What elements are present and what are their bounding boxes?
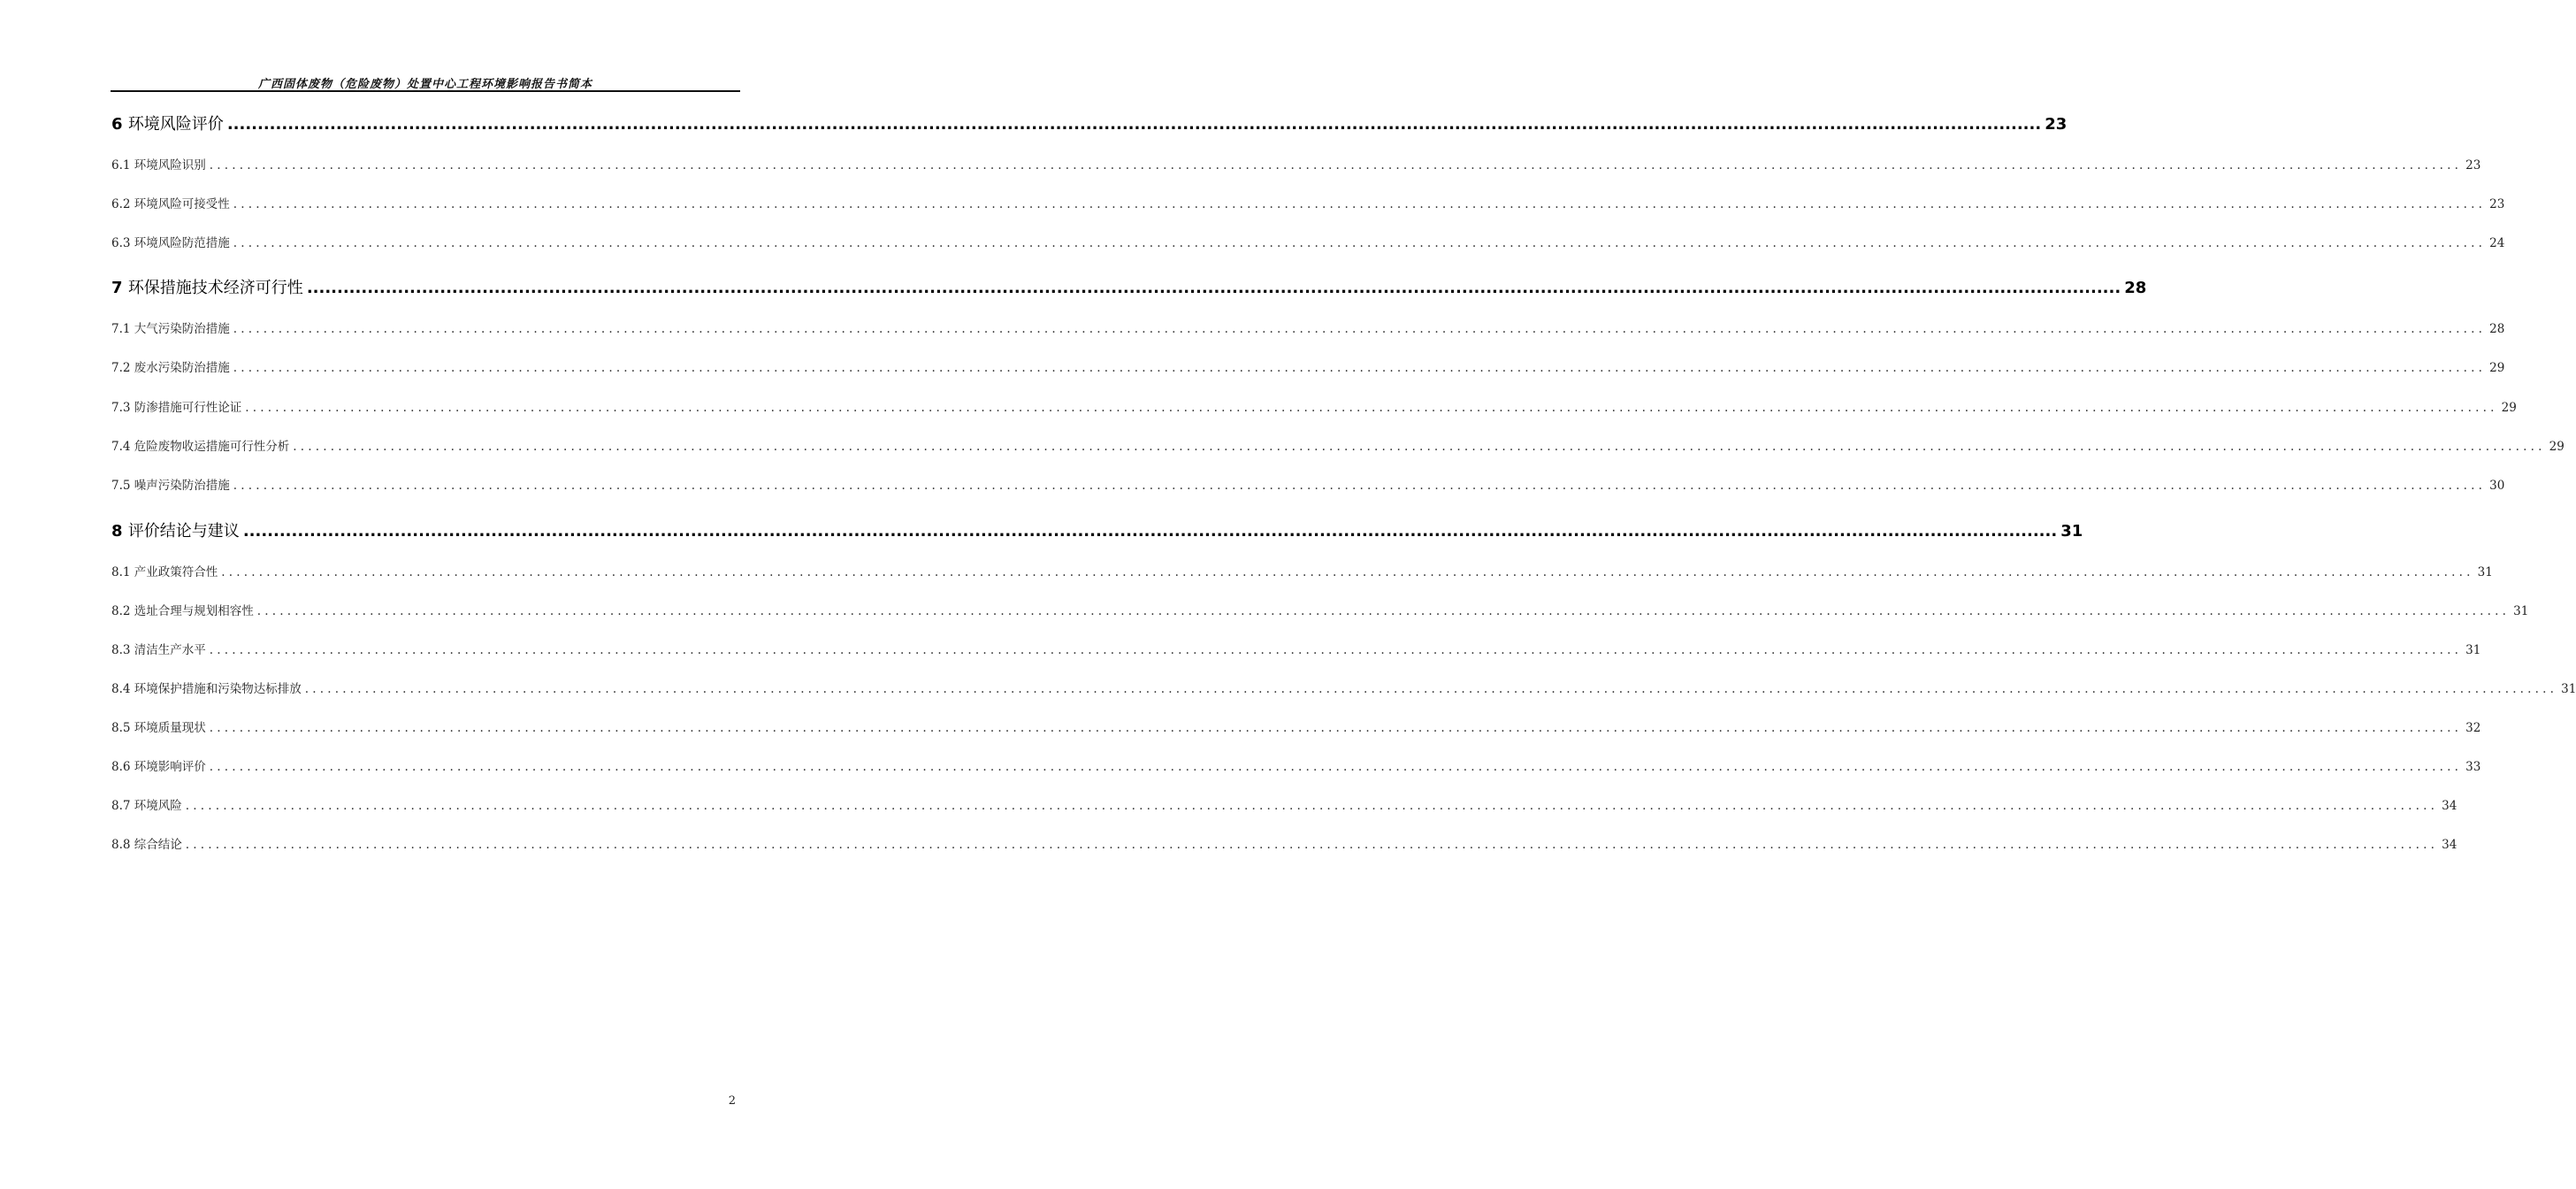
toc-entry-8-4[interactable]: [111, 679, 2576, 696]
dot-leader: ............................................................................................................................................................................................................................................................................................................: [293, 440, 2546, 454]
dot-leader: ............................................................................................................................................................................................................................................................................................................: [233, 236, 2487, 250]
toc-chapter-6[interactable]: [111, 111, 2068, 134]
toc-entry-label: 7.2 废水污染防治措施: [111, 361, 230, 375]
dot-leader: ............................................................................................................................................................................................................................................................................................................: [209, 760, 2463, 774]
toc-entry-label: 6.3 环境风险防范措施: [111, 236, 230, 250]
chapter-title: 评价结论与建议: [127, 522, 240, 541]
toc-entry-6-1[interactable]: [111, 155, 2481, 173]
toc-entry-label: 8.7 环境风险: [111, 799, 182, 813]
dot-leader: ............................................................................................................................................................................................................................................................................................................: [233, 197, 2487, 211]
toc-entry-8-3[interactable]: [111, 640, 2481, 657]
page-ref: 32: [2465, 721, 2481, 735]
chapter-title: 环保措施技术经济可行性: [127, 279, 303, 297]
toc-entry-label: 7.3 防渗措施可行性论证: [111, 401, 242, 415]
page-ref: 23: [2465, 158, 2481, 173]
toc-entry-label: 8.4 环境保护措施和污染物达标排放: [111, 682, 302, 696]
page-ref: 28: [2124, 279, 2147, 297]
page-ref: 24: [2489, 236, 2505, 250]
toc-entry-7-2[interactable]: [111, 357, 2505, 375]
toc-entry-7-3[interactable]: [111, 397, 2517, 415]
dot-leader: ............................................................................................................................................................................................................................................................................................................: [233, 479, 2487, 493]
toc-entry-label: 8.5 环境质量现状: [111, 721, 206, 735]
page-ref: 34: [2442, 799, 2458, 813]
toc-entry-8-1[interactable]: [111, 562, 2493, 579]
toc-entry-label: 8.6 环境影响评价: [111, 760, 206, 774]
page-ref: 29: [2489, 361, 2505, 375]
toc-entry-7-1[interactable]: [111, 318, 2505, 336]
page-ref: 23: [2489, 197, 2505, 211]
dot-leader: ............................................................................................................................................................................................................................................................................................................: [209, 643, 2463, 657]
dot-leader: ............................................................................................................................................................................................................................................................................................................: [185, 838, 2439, 852]
toc-entry-label: 8.3 清洁生产水平: [111, 643, 206, 657]
toc-entry-label: 6.1 环境风险识别: [111, 158, 206, 173]
dot-leader: ............................................................................................................................................................................................................................................................................................................: [221, 565, 2474, 579]
toc-entry-label: 8.2 选址合理与规划相容性: [111, 604, 254, 618]
toc-chapter-7[interactable]: [111, 275, 2147, 298]
page-ref: 31: [2060, 522, 2083, 541]
toc-entry-8-5[interactable]: [111, 717, 2481, 735]
dot-leader: ............................................................................................................................................................................................................................................................................................................: [209, 158, 2463, 173]
dot-leader: ............................................................................................................................................................................................................................................................................................................: [304, 682, 2558, 696]
page-ref: 31: [2561, 682, 2576, 696]
dot-leader: ............................................................................................................................................................................................................................................................................................................: [185, 799, 2439, 813]
chapter-title: 环境风险评价: [127, 115, 224, 134]
toc-entry-label: 7.4 危险废物收运措施可行性分析: [111, 440, 290, 454]
page-ref: 33: [2465, 760, 2481, 774]
page-ref: 31: [2465, 643, 2481, 657]
chapter-number: 8: [111, 522, 123, 541]
toc-entry-8-7[interactable]: [111, 795, 2458, 813]
toc-chapter-8[interactable]: [111, 518, 2083, 541]
page-ref: 29: [2501, 401, 2517, 415]
dot-leader: ............................................................................................................................................................................................................................................................................................................: [306, 279, 2121, 297]
toc-entry-label: 7.5 噪声污染防治措施: [111, 479, 230, 493]
toc-entry-label: 8.8 综合结论: [111, 838, 182, 852]
running-header: 广西固体废物（危险废物）处置中心工程环境影响报告书简本: [257, 78, 592, 91]
toc-entry-label: 8.1 产业政策符合性: [111, 565, 218, 579]
dot-leader: ............................................................................................................................................................................................................................................................................................................: [256, 604, 2511, 618]
dot-leader: ............................................................................................................................................................................................................................................................................................................: [209, 721, 2463, 735]
toc-entry-6-3[interactable]: [111, 233, 2505, 250]
dot-leader: ............................................................................................................................................................................................................................................................................................................: [242, 522, 2058, 541]
toc-entry-6-2[interactable]: [111, 194, 2505, 211]
chapter-number: 6: [111, 115, 123, 134]
page-ref: 31: [2477, 565, 2493, 579]
toc-entry-8-2[interactable]: [111, 601, 2529, 618]
page-ref: 28: [2489, 322, 2505, 336]
toc-entry-label: 7.1 大气污染防治措施: [111, 322, 230, 336]
header-rule: [111, 90, 740, 92]
page-number: 2: [728, 1094, 736, 1108]
toc-entry-8-8[interactable]: [111, 834, 2458, 852]
page-ref: 30: [2489, 479, 2505, 493]
page-ref: 29: [2549, 440, 2565, 454]
toc-entry-8-6[interactable]: [111, 756, 2481, 774]
dot-leader: ............................................................................................................................................................................................................................................................................................................: [245, 401, 2498, 415]
page-ref: 31: [2513, 604, 2529, 618]
dot-leader: ............................................................................................................................................................................................................................................................................................................: [233, 361, 2487, 375]
page-ref: 23: [2045, 115, 2068, 134]
toc-entry-7-5[interactable]: [111, 475, 2505, 493]
toc-entry-7-4[interactable]: [111, 436, 2565, 454]
toc-entry-label: 6.2 环境风险可接受性: [111, 197, 230, 211]
chapter-number: 7: [111, 279, 123, 297]
dot-leader: ............................................................................................................................................................................................................................................................................................................: [233, 322, 2487, 336]
dot-leader: ............................................................................................................................................................................................................................................................................................................: [226, 115, 2042, 134]
page-ref: 34: [2442, 838, 2458, 852]
